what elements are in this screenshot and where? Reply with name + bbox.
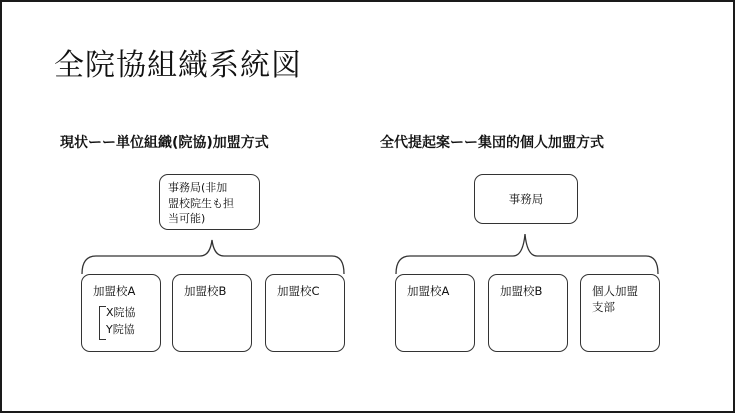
connector-lines <box>2 2 735 415</box>
proposal-structure-heading: 全代提起案ーー集団的個人加盟方式 <box>380 135 604 151</box>
slide-title: 全院協組織系統図 <box>54 48 302 83</box>
right-tree-bracket <box>396 234 658 274</box>
sub-org-y: Y院協 <box>106 323 135 336</box>
sub-org-bracket <box>99 306 106 340</box>
office-label: 事務局 <box>508 192 544 206</box>
school-b-label: 加盟校B <box>184 284 227 298</box>
individual-member-branch-box <box>580 274 660 352</box>
sub-org-list <box>106 304 136 338</box>
member-school-c-box <box>265 274 345 352</box>
member-school-b-box <box>488 274 568 352</box>
left-tree-bracket <box>82 240 344 274</box>
member-school-a-box <box>395 274 475 352</box>
school-c-label: 加盟校C <box>277 284 320 298</box>
school-a-label: 加盟校A <box>93 284 136 298</box>
office-box-current <box>159 174 260 230</box>
member-school-a-box <box>81 274 161 352</box>
school-a-label: 加盟校A <box>407 284 450 298</box>
sub-org-x: X院協 <box>106 306 136 319</box>
individual-branch-label: 個人加盟 支部 <box>592 284 638 314</box>
office-label: 事務局(非加 盟校院生も担 当可能) <box>168 181 234 225</box>
member-school-b-box <box>172 274 252 352</box>
current-structure-heading: 現状ーー単位組織(院協)加盟方式 <box>60 135 269 151</box>
school-b-label: 加盟校B <box>500 284 543 298</box>
office-box-proposal <box>474 174 578 224</box>
